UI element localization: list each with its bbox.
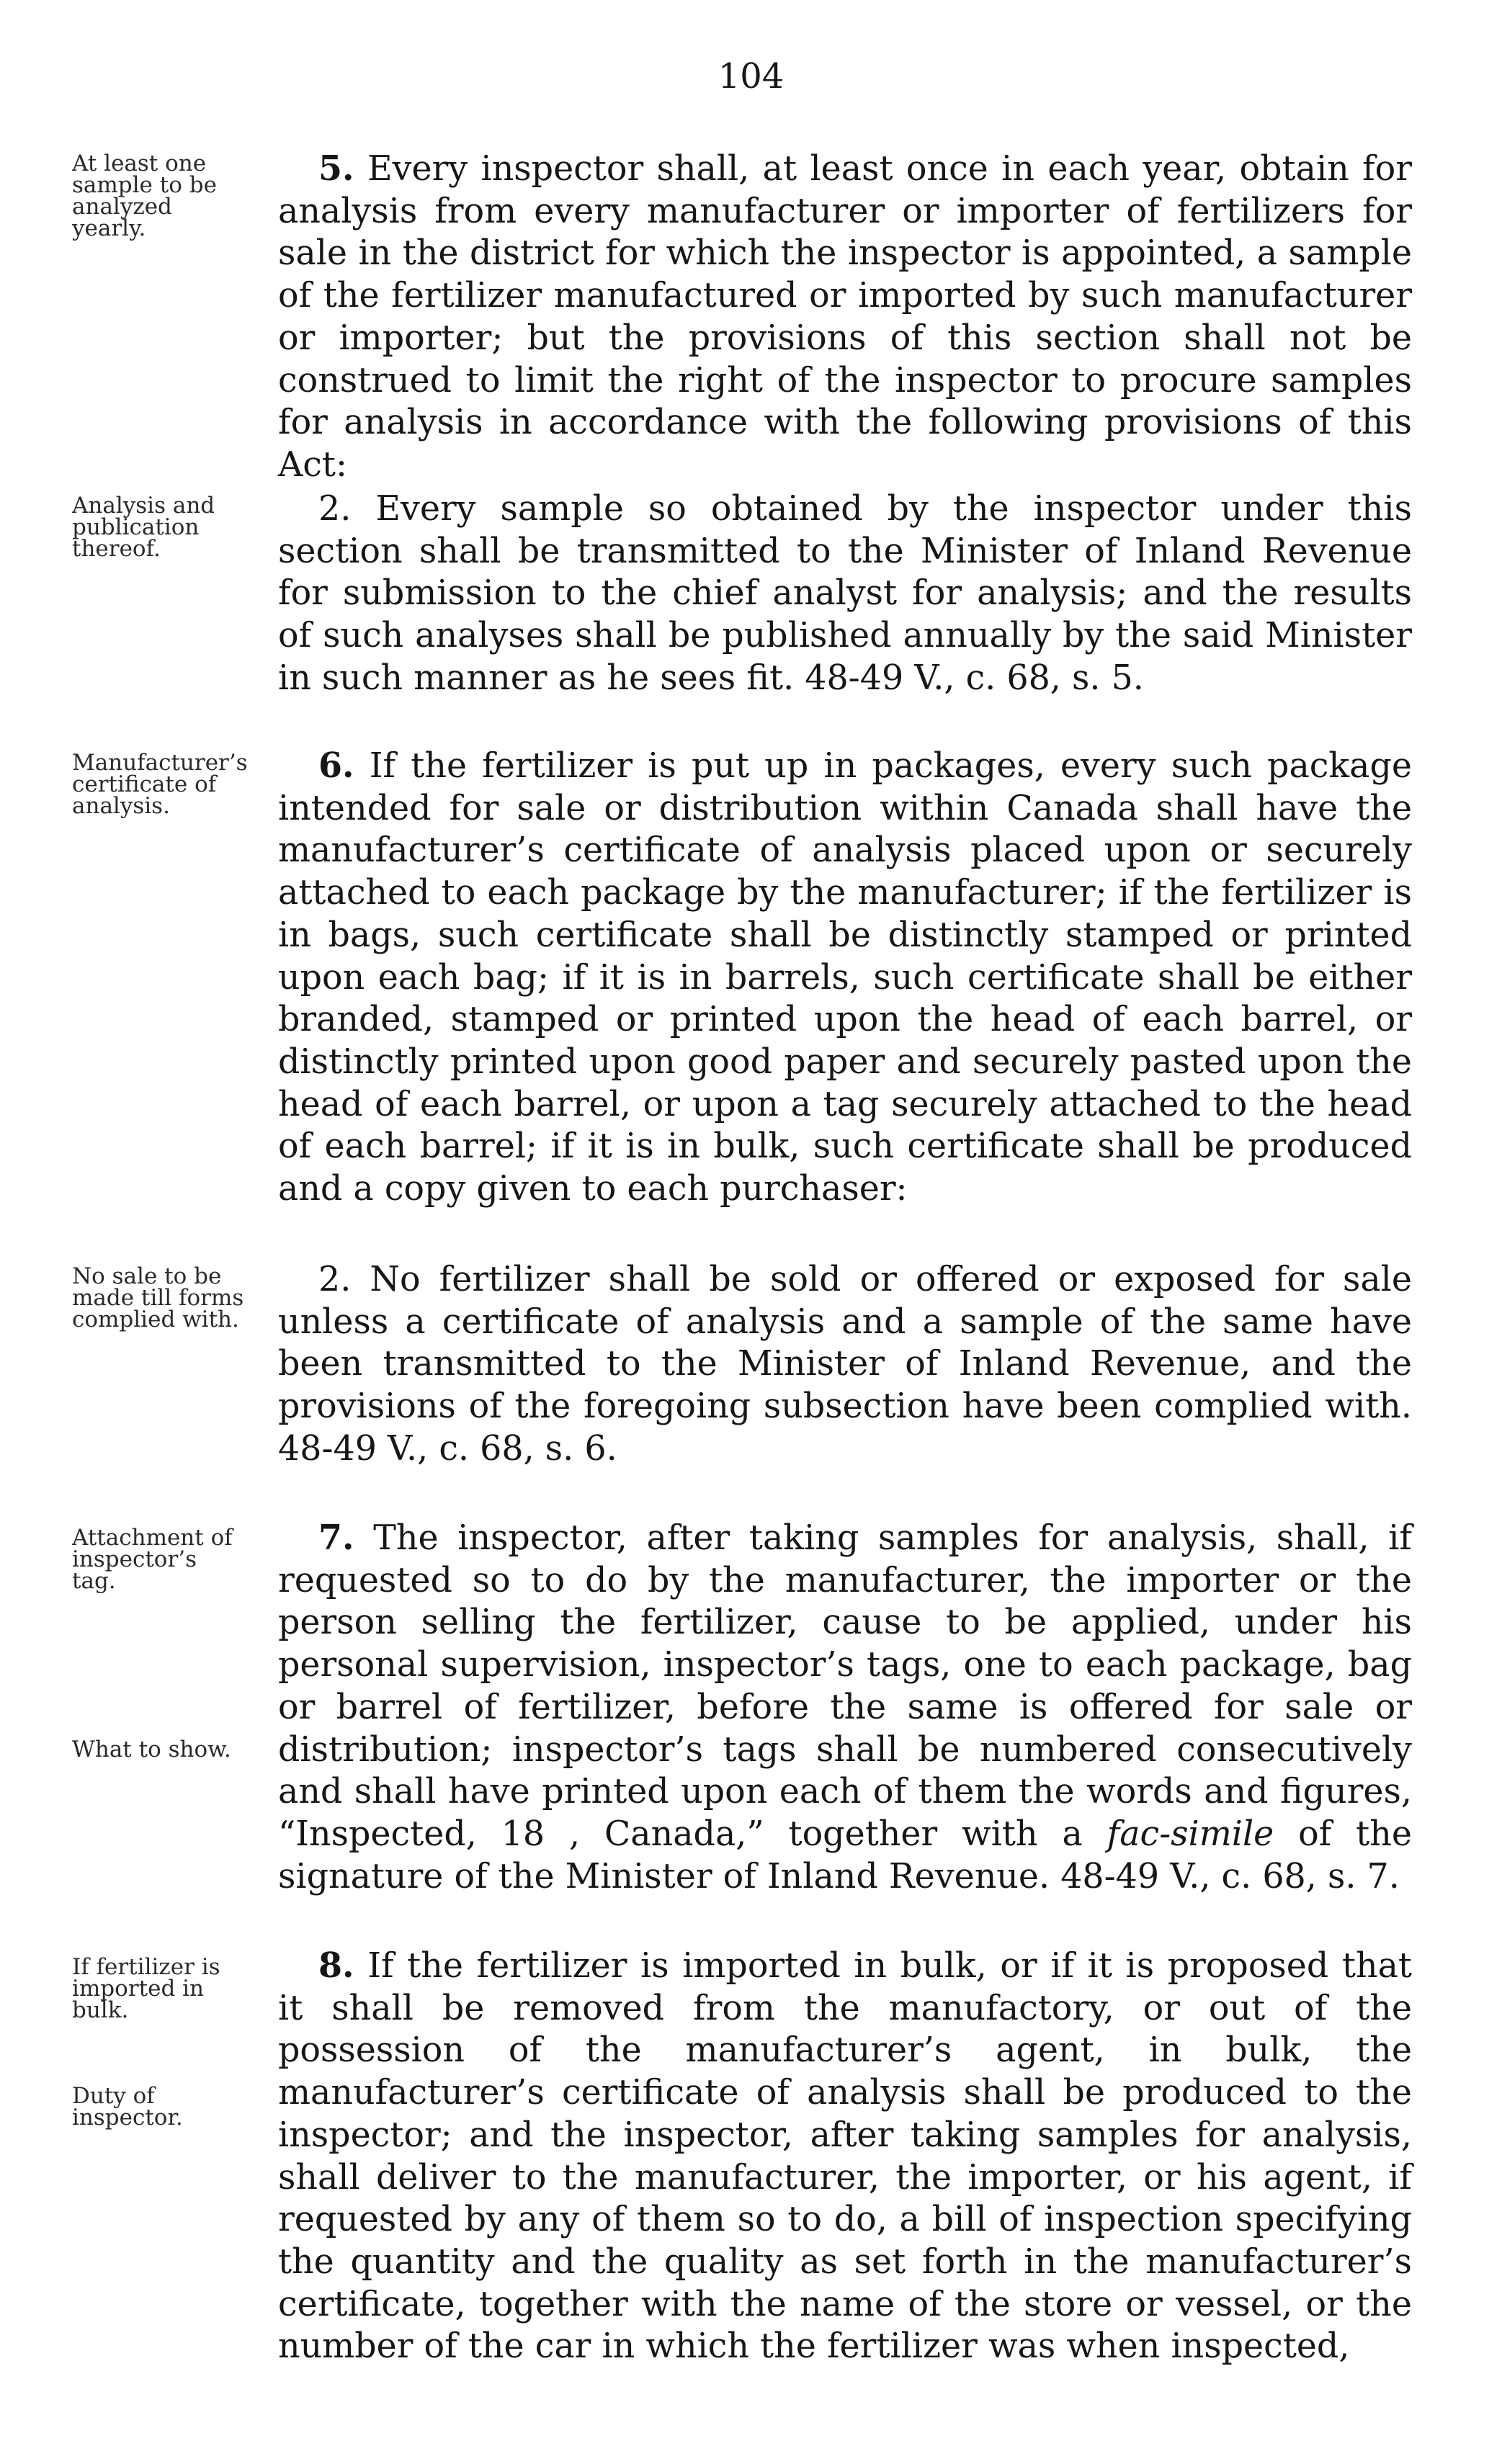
section-number: 7.: [318, 1518, 354, 1558]
margin-note-duty: Duty of inspector.: [72, 2083, 183, 2131]
section-8: [278, 1945, 1412, 2368]
section-text: If the fertilizer is imported in bulk, or if it is proposed that it shall be removed from the manufactory, or out of the possession of the manufacturer’s agent, in bulk, the manufacturer’s certificate of analysis shall be produced to the inspector; and the inspector, after taking samples for analysis, shall deliver to the manufacturer, the importer, or his agent, if requested by any of them so to do, a bill of inspection specifying the quantity and the quality as set forth in the manufacturer’s certificate, together with the name of the store or vessel, or the number of the car in which the fertilizer was when inspected,: [278, 1946, 1412, 2367]
section-text: of the signature of the Minister of Inland Revenue. 48-49 V., c. 68, s. 7.: [278, 1814, 1412, 1896]
page-number: 104: [718, 56, 784, 97]
margin-note-bulk: If fertilizer is imported in bulk.: [72, 1954, 220, 2023]
margin-note-what-to-show: What to show.: [72, 1737, 231, 1762]
section-5-subsection-2: 2. Every sample so obtained by the inspector under this section shall be transmitted to the Minister of Inland Revenue for submission to the chief analyst for analysis; and the results of such analyses shall be published annually by the said Minister in such manner as he sees fit. 48-49 V., c. 68, s. 5.: [278, 489, 1412, 698]
section-5: [278, 148, 1412, 487]
margin-note-analysis: Analysis and publication thereof.: [72, 493, 215, 562]
margin-note-no-sale: No sale to be made till forms complied with.: [72, 1263, 244, 1332]
margin-note-certificate: Manufacturer’s certificate of analysis.: [72, 750, 248, 819]
section-6-subsection-2: 2. No fertilizer shall be sold or offered or exposed for sale unless a certificate of analysis and a sample of the same have been transmitted to the Minister of Inland Revenue, and the provisions of the foregoing subsection have been complied with. 48-49 V., c. 68, s. 6.: [278, 1260, 1412, 1469]
section-7: [278, 1517, 1412, 1898]
section-text: If the fertilizer is put up in packages, every such package intended for sale or distribution within Canada shall have the manufacturer’s certificate of analysis placed upon or securely attached to each package by the manufacturer; if the fertilizer is in bags, such certificate shall be distinctly stamped or printed upon each bag; if it is in barrels, such certificate shall be either branded, stamped or printed upon the head of each barrel, or distinctly printed upon good paper and securely pasted upon the head of each barrel, or upon a tag securely attached to the head of each barrel; if it is in bulk, such certificate shall be produced and a copy given to each purchaser:: [278, 746, 1412, 1209]
section-text: Every inspector shall, at least once in each year, obtain for analysis from every manufacturer or importer of fertilizers for sale in the district for which the inspector is appointed, a sample of the fertilizer manufactured or imported by such manufacturer or importer; but the provisions of this section shall not be construed to limit the right of the inspector to procure samples for analysis in accordance with the following provisions of this Act:: [278, 149, 1412, 485]
margin-note-tag: Attachment of inspector’s tag.: [72, 1525, 233, 1594]
section-6: [278, 745, 1412, 1211]
section-text-italic: fac-simile: [1107, 1814, 1274, 1854]
section-number: 6.: [318, 745, 354, 786]
section-text: The inspector, after taking samples for analysis, shall, if requested so to do by the manufacturer, the importer or the person selling the fertilizer, cause to be applied, under his personal supervision, inspector’s tags, one to each package, bag or barrel of fertilizer, before the same is offered for sale or distribution; inspector’s tags shall be numbered consecutively and shall have printed upon each of them the words and figures, “Inspected, 18 , Canada,” together with a: [278, 1518, 1412, 1854]
margin-note-sample: At least one sample to be analyzed yearly.: [72, 151, 217, 241]
section-number: 8.: [318, 1945, 354, 1986]
section-number: 5.: [318, 148, 354, 189]
